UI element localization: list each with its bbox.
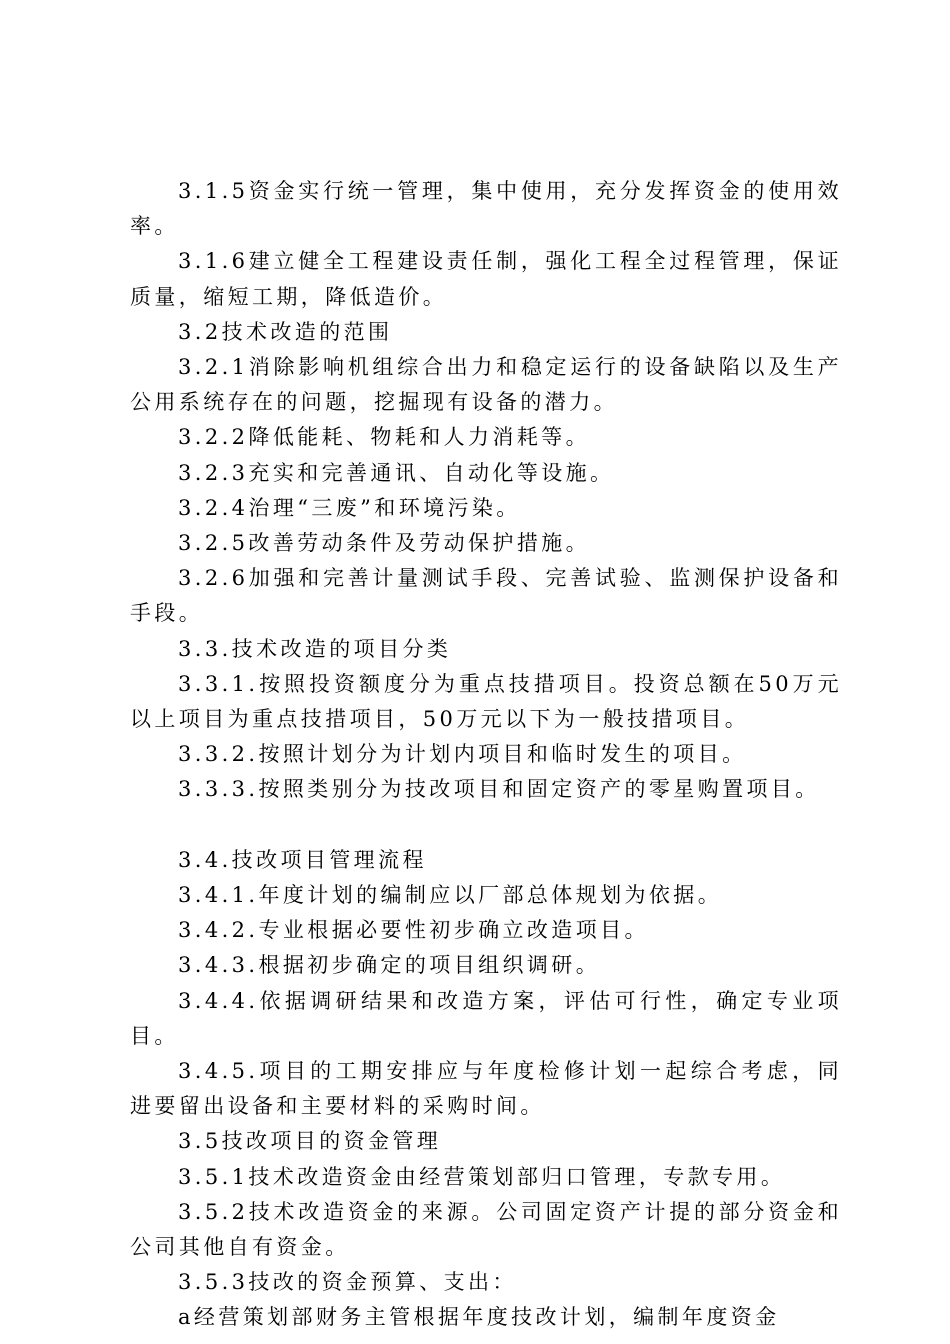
paragraph-3-3-3: 3.3.3.按照类别分为技改项目和固定资产的零星购置项目。 (178, 777, 820, 802)
paragraph-3-1-5: 3.1.5资金实行统一管理，集中使用，充分发挥资金的使用效率。 (130, 179, 842, 239)
paragraph-3-5-2: 3.5.2技术改造资金的来源。公司固定资产计提的部分资金和公司其他自有资金。 (130, 1199, 842, 1260)
paragraph-3-4-3: 3.4.3.根据初步确定的项目组织调研。 (178, 953, 601, 978)
section-heading-3-2: 3.2技术改造的范围 (178, 319, 393, 344)
document-body (130, 174, 842, 1336)
paragraph-3-4-4: 3.4.4.依据调研结果和改造方案，评估可行性，确定专业项目。 (130, 988, 842, 1048)
paragraph-3-3-1: 3.3.1.按照投资额度分为重点技措项目。投资总额在50万元以上项目为重点技措项目，50万元以下为一般技措项目。 (130, 671, 842, 732)
paragraph-3-5-1: 3.5.1技术改造资金由经营策划部归口管理，专款专用。 (178, 1164, 786, 1189)
section-heading-3-4: 3.4.技改项目管理流程 (178, 847, 427, 872)
paragraph-3-4-1: 3.4.1.年度计划的编制应以厂部总体规划为依据。 (178, 883, 723, 908)
section-heading-3-3: 3.3.技术改造的项目分类 (178, 636, 452, 661)
paragraph-3-2-5: 3.2.5改善劳动条件及劳动保护措施。 (178, 531, 591, 556)
paragraph-3-2-2: 3.2.2降低能耗、物耗和人力消耗等。 (178, 425, 591, 450)
paragraph-3-3-2: 3.3.2.按照计划分为计划内项目和临时发生的项目。 (178, 742, 747, 767)
paragraph-3-2-6: 3.2.6加强和完善计量测试手段、完善试验、监测保护设备和手段。 (130, 566, 842, 626)
paragraph-3-2-3: 3.2.3充实和完善通讯、自动化等设施。 (178, 460, 615, 485)
paragraph-3-2-1: 3.2.1消除影响机组综合出力和稳定运行的设备缺陷以及生产公用系统存在的问题，挖掘现有设备的潜力。 (130, 355, 842, 415)
paragraph-3-5-3: 3.5.3技改的资金预算、支出： (178, 1270, 517, 1295)
paragraph-3-1-6: 3.1.6建立健全工程建设责任制，强化工程全过程管理，保证质量，缩短工期，降低造价。 (130, 249, 842, 309)
section-heading-3-5: 3.5技改项目的资金管理 (178, 1129, 442, 1154)
paragraph-a: a经营策划部财务主管根据年度技改计划，编制年度资金 (178, 1305, 780, 1330)
paragraph-3-4-5: 3.4.5.项目的工期安排应与年度检修计划一起综合考虑，同进要留出设备和主要材料的采购时间。 (130, 1059, 842, 1119)
paragraph-3-2-4: 3.2.4治理“三废”和环境污染。 (178, 495, 521, 520)
paragraph-3-4-2: 3.4.2.专业根据必要性初步确立改造项目。 (178, 918, 649, 943)
